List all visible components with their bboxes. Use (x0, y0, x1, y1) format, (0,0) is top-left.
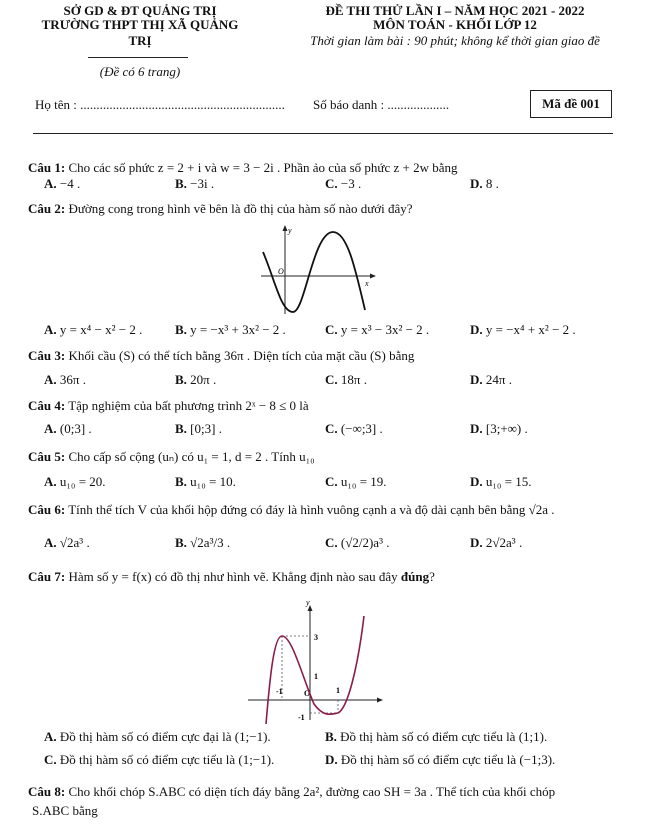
q7-option-c-text: Đồ thị hàm số có điểm cực tiểu là (1;−1). (56, 752, 275, 767)
q6-option-c-text: (√2/2)a³ . (337, 535, 390, 550)
q2-y-axis-arrow (283, 225, 288, 231)
exam-subject: MÔN TOÁN - KHỐI LỚP 12 (373, 17, 537, 32)
q4-option-a-label: A. (44, 421, 57, 436)
q4-option-d-label: D. (470, 421, 483, 436)
q2-origin-label: O (278, 267, 284, 276)
q1-option-b-label: B. (175, 176, 187, 191)
q2-y-label: y (288, 226, 292, 235)
q6-option-d-label: D. (470, 535, 483, 550)
question-2 (28, 201, 413, 217)
q1-option-a[interactable] (44, 176, 80, 192)
q7-y-label: y (306, 598, 310, 607)
student-id-label: Số báo danh : (313, 97, 388, 112)
q3-option-d-text: 24π . (482, 372, 512, 387)
q5-option-c-label: C. (325, 474, 338, 489)
q1-option-d[interactable] (470, 176, 499, 192)
q6-option-b[interactable] (175, 535, 230, 551)
q3-option-d[interactable] (470, 372, 512, 388)
q7-option-c-label: C. (44, 752, 57, 767)
header-bottom-rule (33, 133, 613, 134)
q4-option-a-text: (0;3] . (56, 421, 92, 436)
q7-option-c[interactable] (44, 752, 274, 768)
q3-option-c-text: 18π . (337, 372, 367, 387)
q7-tick-1y: 1 (314, 672, 318, 681)
q1-option-d-label: D. (470, 176, 483, 191)
q7-option-d[interactable] (325, 752, 555, 768)
q7-origin-label: O (304, 689, 311, 698)
q7-tick-1x: 1 (336, 686, 340, 695)
q6-option-c[interactable] (325, 535, 389, 551)
q5-option-d[interactable] (470, 474, 532, 490)
q5-option-b-text: u₁₀ = 10. (186, 474, 236, 489)
q1-option-b-text: −3i . (186, 176, 215, 191)
question-7 (28, 569, 435, 585)
q2-option-b-text: y = −x³ + 3x² − 2 . (186, 322, 286, 337)
question-6-text: Tính thể tích V của khối hộp đứng có đáy là hình vuông cạnh a và độ dài cạnh bên bằng √2a . (65, 502, 555, 517)
question-4-text: Tập nghiệm của bất phương trình 2ˣ − 8 ≤ 0 là (65, 398, 309, 413)
student-name-label: Họ tên : (35, 97, 81, 112)
question-4-number: Câu 4: (28, 398, 66, 413)
q5-option-d-text: u₁₀ = 15. (482, 474, 532, 489)
q7-option-d-label: D. (325, 752, 338, 767)
q3-option-d-label: D. (470, 372, 483, 387)
question-5 (28, 449, 315, 465)
q7-tick-neg1x: -1 (276, 687, 283, 696)
q4-option-b-label: B. (175, 421, 187, 436)
q2-option-c[interactable] (325, 322, 429, 338)
q7-option-b-text: Đồ thị hàm số có điểm cực tiểu là (1;1). (336, 729, 548, 744)
q2-option-a[interactable] (44, 322, 142, 338)
q4-option-b[interactable] (175, 421, 222, 437)
q5-option-b-label: B. (175, 474, 187, 489)
time-note: Thời gian làm bài : 90 phút; không kể thời gian giao đề (310, 33, 600, 48)
exam-title: ĐỀ THI THỬ LẦN I – NĂM HỌC 2021 - 2022 (325, 3, 585, 18)
q6-option-c-label: C. (325, 535, 338, 550)
q6-option-d-text: 2√2a³ . (482, 535, 523, 550)
question-3-number: Câu 3: (28, 348, 66, 363)
q4-option-a[interactable] (44, 421, 92, 437)
q2-x-axis-arrow (370, 274, 376, 279)
q6-option-a-text: √2a³ . (56, 535, 90, 550)
q4-option-c[interactable] (325, 421, 383, 437)
q4-option-b-text: [0;3] . (186, 421, 222, 436)
q7-x-axis-arrow (377, 698, 383, 703)
q6-option-a[interactable] (44, 535, 90, 551)
q2-option-b-label: B. (175, 322, 187, 337)
question-3-text: Khối cầu (S) có thể tích bằng 36π . Diện tích của mặt cầu (S) bằng (65, 348, 415, 363)
q3-option-a-text: 36π . (56, 372, 86, 387)
q2-option-a-label: A. (44, 322, 57, 337)
q7-option-b[interactable] (325, 729, 547, 745)
q3-option-c-label: C. (325, 372, 338, 387)
question-3 (28, 348, 414, 364)
question-1 (28, 160, 457, 176)
question-7-graph (240, 596, 390, 724)
q1-option-b[interactable] (175, 176, 214, 192)
question-2-text: Đường cong trong hình vẽ bên là đồ thị của hàm số nào dưới đây? (65, 201, 413, 216)
question-7-text-end: ? (429, 569, 435, 584)
q4-option-c-label: C. (325, 421, 338, 436)
q2-option-c-text: y = x³ − 3x² − 2 . (337, 322, 430, 337)
school-name-line1: TRƯỜNG THPT THỊ XÃ QUẢNG (41, 17, 239, 32)
q3-option-a-label: A. (44, 372, 57, 387)
q6-option-b-label: B. (175, 535, 187, 550)
q7-option-d-text: Đồ thị hàm số có điểm cực tiểu là (−1;3). (337, 752, 556, 767)
student-name-dots: ............................................................... (80, 97, 285, 112)
q2-x-label: x (365, 279, 369, 288)
pages-note: (Đề có 6 trang) (99, 64, 181, 79)
question-8-text: Cho khối chóp S.ABC có diện tích đáy bằng 2a², đường cao SH = 3a . Thể tích của khối chóp (65, 784, 556, 799)
student-id-dots: ................... (387, 97, 450, 112)
question-5-number: Câu 5: (28, 449, 66, 464)
q2-option-d[interactable] (470, 322, 576, 338)
q2-option-d-text: y = −x⁴ + x² − 2 . (482, 322, 576, 337)
q4-option-d[interactable] (470, 421, 528, 437)
q4-option-c-text: (−∞;3] . (337, 421, 383, 436)
q6-option-d[interactable] (470, 535, 522, 551)
q5-option-d-label: D. (470, 474, 483, 489)
q5-option-a-text: u₁₀ = 20. (56, 474, 106, 489)
q2-option-c-label: C. (325, 322, 338, 337)
q6-option-b-text: √2a³/3 . (186, 535, 231, 550)
school-name-line2: TRỊ (128, 33, 152, 48)
question-2-number: Câu 2: (28, 201, 66, 216)
q1-option-c[interactable] (325, 176, 361, 192)
question-1-number: Câu 1: (28, 160, 66, 175)
q1-option-d-text: 8 . (482, 176, 499, 191)
q5-option-a-label: A. (44, 474, 57, 489)
student-name-field (35, 97, 285, 113)
question-7-number: Câu 7: (28, 569, 66, 584)
q2-option-b[interactable] (175, 322, 286, 338)
q7-tick-3: 3 (314, 633, 318, 642)
q1-option-c-label: C. (325, 176, 338, 191)
q4-option-d-text: [3;+∞) . (482, 421, 528, 436)
q3-option-c[interactable] (325, 372, 367, 388)
q5-option-a[interactable] (44, 474, 106, 490)
question-1-text: Cho các số phức z = 2 + i và w = 3 − 2i . Phần ảo của số phức z + 2w bằng (65, 160, 458, 175)
question-8-line2: S.ABC bằng (32, 803, 98, 818)
question-8 (28, 784, 555, 800)
department-name: SỞ GD & ĐT QUẢNG TRỊ (63, 3, 217, 18)
q2-option-a-text: y = x⁴ − x² − 2 . (56, 322, 143, 337)
question-8-number: Câu 8: (28, 784, 66, 799)
q1-option-a-label: A. (44, 176, 57, 191)
q3-option-b[interactable] (175, 372, 216, 388)
question-5-text: Cho cấp số cộng (uₙ) có u₁ = 1, d = 2 . Tính u₁₀ (65, 449, 315, 464)
q7-option-a-label: A. (44, 729, 57, 744)
student-id-field (313, 97, 449, 113)
q5-option-b[interactable] (175, 474, 236, 490)
question-6-number: Câu 6: (28, 502, 66, 517)
q7-option-a[interactable] (44, 729, 271, 745)
q3-option-a[interactable] (44, 372, 86, 388)
question-7-text-bold: đúng (400, 569, 430, 584)
q6-option-a-label: A. (44, 535, 57, 550)
q7-option-a-text: Đồ thị hàm số có điểm cực đại là (1;−1). (56, 729, 271, 744)
q2-option-d-label: D. (470, 322, 483, 337)
exam-code-box: Mã đề 001 (530, 90, 612, 118)
q5-option-c[interactable] (325, 474, 387, 490)
question-4 (28, 398, 309, 414)
q3-option-b-text: 20π . (186, 372, 217, 387)
q1-option-a-text: −4 . (56, 176, 81, 191)
question-2-graph (255, 222, 385, 318)
q7-option-b-label: B. (325, 729, 337, 744)
header-divider (88, 57, 188, 58)
q3-option-b-label: B. (175, 372, 187, 387)
q7-tick-neg1y: -1 (298, 713, 305, 722)
q1-option-c-text: −3 . (337, 176, 362, 191)
q5-option-c-text: u₁₀ = 19. (337, 474, 387, 489)
question-7-text: Hàm số y = f(x) có đồ thị như hình vẽ. Khẳng định nào sau đây (65, 569, 401, 584)
question-6 (28, 502, 555, 518)
